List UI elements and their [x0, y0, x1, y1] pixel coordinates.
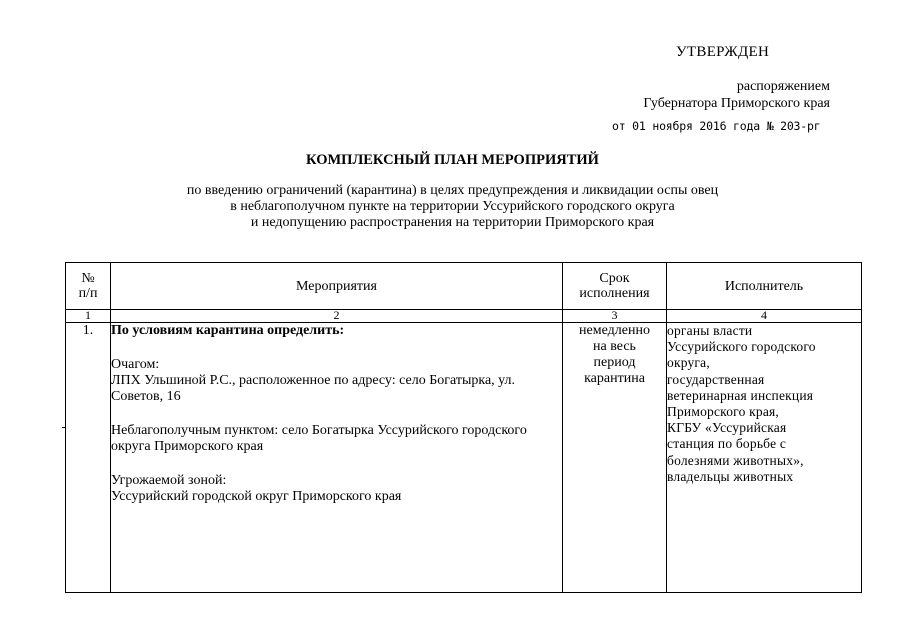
activity-heading: По условиям карантина определить: — [111, 323, 345, 338]
row-term — [563, 323, 667, 593]
header-number-symbol: № — [81, 271, 95, 286]
column-index-1: 1 — [66, 310, 111, 323]
header-number-abbr: п/п — [78, 286, 98, 301]
zone-text: Уссурийский городской округ Приморского края — [111, 489, 402, 504]
executor-line-2: Уссурийского городского — [667, 339, 816, 355]
header-number — [66, 263, 111, 310]
document-title: КОМПЛЕКСНЫЙ ПЛАН МЕРОПРИЯТИЙ — [306, 152, 599, 168]
header-term-line-2: исполнения — [579, 286, 650, 301]
row-activity — [111, 323, 563, 593]
approval-title: УТВЕРЖДЕН — [676, 44, 770, 60]
executor-line-9: болезнями животных», — [667, 452, 804, 468]
column-index-2: 2 — [111, 310, 563, 323]
executor-line-10: владельцы животных — [667, 468, 794, 484]
executor-line-7: КГБУ «Уссурийская — [667, 420, 787, 436]
header-term — [563, 263, 667, 310]
row-number: 1. — [66, 323, 111, 593]
executor-line-6: Приморского края, — [667, 404, 779, 420]
term-line-4: карантина — [584, 371, 645, 386]
executor-line-5: ветеринарная инспекция — [667, 387, 814, 403]
approval-line-2: Губернатора Приморского края — [643, 96, 830, 111]
term-line-3: период — [593, 355, 636, 370]
column-index-3: 3 — [563, 310, 667, 323]
activities-table — [65, 262, 862, 593]
subtitle-line-3: и недопущению распространения на территории Приморского края — [250, 215, 655, 230]
table-header-row — [66, 263, 862, 310]
subtitle-line-2: в неблагополучном пункте на территории Уссурийского городского округа — [230, 199, 675, 214]
table-row — [66, 323, 862, 593]
header-term-line-1: Срок — [599, 271, 630, 286]
executor-line-3: округа, — [667, 355, 710, 371]
zone-label: Угрожаемой зоной: — [111, 473, 227, 488]
subtitle-line-1: по введению ограничений (карантина) в целях предупреждения и ликвидации оспы овец — [186, 183, 719, 198]
header-executor: Исполнитель — [667, 263, 862, 310]
focus-text: ЛПХ Ульшиной Р.С., расположенное по адресу: село Богатырка, ул. Советов, 16 — [111, 373, 516, 404]
term-line-1: немедленно — [579, 323, 650, 338]
column-index-4: 4 — [667, 310, 862, 323]
executor-line-8: станция по борьбе с — [667, 436, 787, 452]
focus-label: Очагом: — [111, 357, 160, 372]
approval-authority — [600, 78, 830, 112]
term-line-2: на весь — [593, 339, 636, 354]
document-subtitle — [0, 183, 905, 231]
point-text: Неблагополучным пунктом: село Богатырка Уссурийского городского округа Приморского края — [111, 423, 527, 454]
executor-line-1: органы власти — [667, 323, 753, 338]
approval-line-1: распоряжением — [736, 79, 830, 94]
approval-date-stamp: от 01 ноября 2016 года № 203-рг — [612, 119, 821, 133]
row-executor — [667, 323, 862, 593]
executor-line-4: государственная — [667, 371, 765, 387]
header-activities: Мероприятия — [111, 263, 563, 310]
column-index-row — [66, 310, 862, 323]
